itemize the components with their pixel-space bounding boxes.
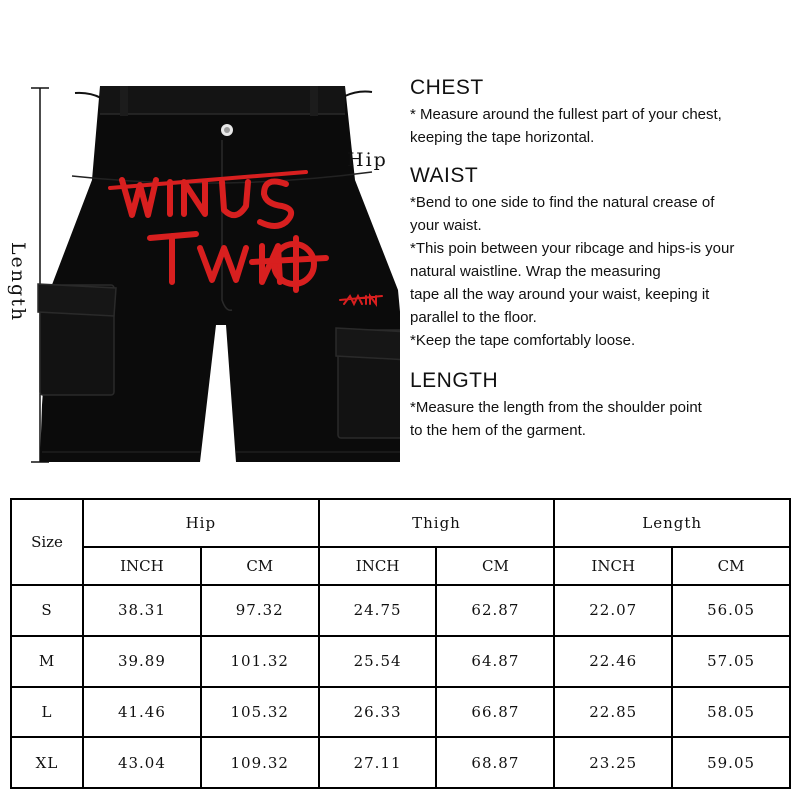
size-cell: L	[11, 687, 83, 738]
value-cell: 68.87	[436, 737, 554, 788]
length-section	[410, 368, 795, 442]
waist-text-line: tape all the way around your waist, keeping it	[410, 286, 710, 303]
value-cell: 97.32	[201, 585, 319, 636]
waist-text-line: parallel to the floor.	[410, 309, 537, 326]
length-label: Length	[7, 241, 29, 323]
length-text-line: *Measure the length from the shoulder point	[410, 399, 702, 416]
waist-text-line: your waist.	[410, 217, 482, 234]
table-row	[11, 687, 790, 738]
value-cell: 101.32	[201, 636, 319, 687]
waist-text-line: *Keep the tape comfortably loose.	[410, 332, 636, 349]
value-cell: 66.87	[436, 687, 554, 738]
size-chart-table	[10, 498, 791, 789]
table-row	[11, 585, 790, 636]
value-cell: 38.31	[83, 585, 201, 636]
value-cell: 26.33	[319, 687, 437, 738]
waist-text-line: natural waistline. Wrap the measuring	[410, 263, 661, 280]
value-cell: 22.85	[554, 687, 672, 738]
value-cell: 39.89	[83, 636, 201, 687]
waist-text-line: *Bend to one side to find the natural crease of	[410, 194, 715, 211]
value-cell: 22.46	[554, 636, 672, 687]
value-cell: 41.46	[83, 687, 201, 738]
value-cell: 43.04	[83, 737, 201, 788]
value-cell: 109.32	[201, 737, 319, 788]
waist-text-line: *This poin between your ribcage and hips-is your	[410, 240, 735, 257]
size-header: Size	[11, 499, 83, 585]
unit-header: CM	[672, 547, 790, 585]
value-cell: 22.07	[554, 585, 672, 636]
unit-header: INCH	[83, 547, 201, 585]
shorts-image	[38, 86, 400, 462]
value-cell: 56.05	[672, 585, 790, 636]
value-cell: 23.25	[554, 737, 672, 788]
length-text-line: to the hem of the garment.	[410, 422, 586, 439]
chest-title: CHEST	[410, 76, 484, 99]
length-group-header: Length	[554, 499, 790, 547]
value-cell: 64.87	[436, 636, 554, 687]
unit-header: INCH	[554, 547, 672, 585]
measurement-guide	[410, 75, 795, 452]
size-cell: M	[11, 636, 83, 687]
unit-header: CM	[436, 547, 554, 585]
value-cell: 62.87	[436, 585, 554, 636]
thigh-group-header: Thigh	[319, 499, 555, 547]
value-cell: 24.75	[319, 585, 437, 636]
value-cell: 58.05	[672, 687, 790, 738]
chest-section	[410, 75, 795, 149]
value-cell: 25.54	[319, 636, 437, 687]
value-cell: 27.11	[319, 737, 437, 788]
value-cell: 57.05	[672, 636, 790, 687]
table-row	[11, 636, 790, 687]
hip-label: Hip	[347, 149, 388, 171]
value-cell: 105.32	[201, 687, 319, 738]
size-cell: XL	[11, 737, 83, 788]
length-title: LENGTH	[410, 369, 499, 392]
waist-title: WAIST	[410, 164, 479, 187]
chest-text-line: * Measure around the fullest part of your chest,	[410, 106, 722, 123]
unit-header: INCH	[319, 547, 437, 585]
table-row	[11, 737, 790, 788]
hip-group-header: Hip	[83, 499, 319, 547]
waist-section	[410, 163, 795, 352]
size-cell: S	[11, 585, 83, 636]
value-cell: 59.05	[672, 737, 790, 788]
chest-text-line: keeping the tape horizontal.	[410, 129, 595, 146]
unit-header: CM	[201, 547, 319, 585]
product-figure	[0, 0, 400, 490]
